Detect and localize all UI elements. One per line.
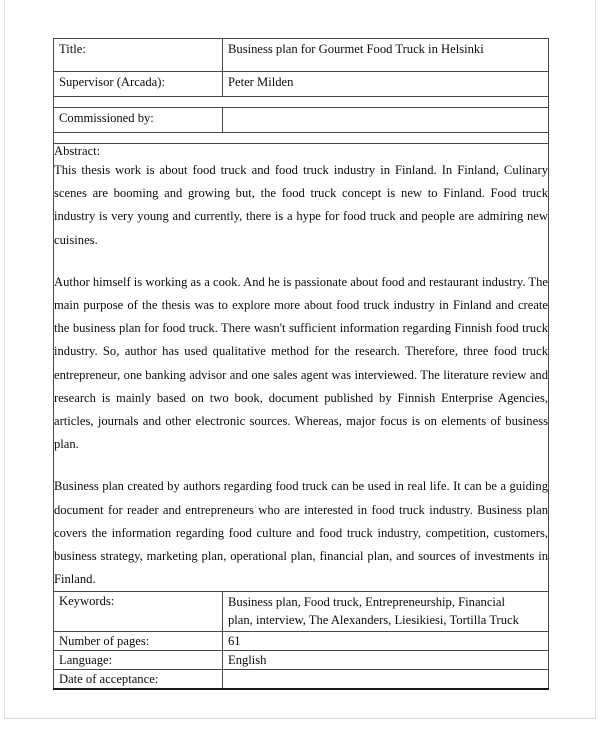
abstract-cell bbox=[54, 144, 549, 592]
number-of-pages-label: Number of pages: bbox=[59, 634, 150, 649]
thesis-abstract-table bbox=[53, 38, 549, 690]
commissioned-by-value bbox=[223, 108, 548, 114]
supervisor-value-cell bbox=[223, 72, 549, 97]
supervisor-value: Peter Milden bbox=[228, 75, 294, 89]
table-row-abstract bbox=[54, 144, 549, 592]
table-row-spacer-1 bbox=[54, 97, 549, 108]
table-row-language bbox=[54, 651, 549, 670]
table-row-spacer-2 bbox=[54, 133, 549, 144]
number-of-pages-value: 61 bbox=[228, 634, 241, 649]
keywords-label-cell bbox=[54, 592, 223, 632]
commissioned-by-value-cell bbox=[223, 108, 549, 133]
title-value: Business plan for Gourmet Food Truck in Helsinki bbox=[228, 42, 484, 56]
date-of-acceptance-label: Date of acceptance: bbox=[59, 672, 159, 687]
spacer-cell bbox=[54, 97, 549, 108]
number-of-pages-value-cell bbox=[223, 632, 549, 651]
abstract-paragraph: This thesis work is about food truck and food truck industry in Finland. In Finland, Culinary scenes are booming and growing but, the food truck concept is new to Finland. Food truck industry is very young and currently, there is a hype for food truck and people are admiring new cuisines. bbox=[54, 163, 548, 247]
date-of-acceptance-value-cell bbox=[223, 670, 549, 690]
keywords-value bbox=[223, 592, 548, 631]
abstract-paragraph: Business plan created by authors regarding food truck can be used in real life. It can be a guiding document for reader and entrepreneurs who are interested in food truck industry. Business plan covers the information regarding food culture and food truck industry, competition, customers, business strategy, marketing plan, operational plan, financial plan, and sources of investments in Finland. bbox=[54, 479, 548, 587]
abstract-form bbox=[53, 38, 548, 690]
number-of-pages-label-cell bbox=[54, 632, 223, 651]
language-value: English bbox=[228, 653, 267, 668]
table-row-supervisor bbox=[54, 72, 549, 97]
abstract-label: Abstract: bbox=[54, 144, 101, 158]
date-of-acceptance-value bbox=[223, 670, 548, 672]
keywords-line-1: Business plan, Food truck, Entrepreneurship, Financial bbox=[228, 595, 506, 610]
title-value-cell bbox=[223, 39, 549, 72]
abstract-paragraph: Author himself is working as a cook. And he is passionate about food and restaurant industry. The main purpose of the thesis was to explore more about food truck industry in Finland and create the business plan for food truck. There wasn't sufficient information regarding Finnish food truck industry. So, author has used qualitative method for the research. Therefore, three food truck entrepreneur, one banking advisor and one sales agent was interviewed. The literature review and research is mainly based on two book, document published by Finnish Enterprise Agencies, articles, journals and other electronic sources. Whereas, major focus is on elements of business plan. bbox=[54, 274, 548, 452]
title-label: Title: bbox=[59, 42, 86, 56]
table-row-number-of-pages bbox=[54, 632, 549, 651]
table-row-title bbox=[54, 39, 549, 72]
commissioned-by-label: Commissioned by: bbox=[59, 111, 154, 125]
commissioned-by-label-cell bbox=[54, 108, 223, 133]
language-label: Language: bbox=[59, 653, 113, 668]
date-of-acceptance-label-cell bbox=[54, 670, 223, 690]
title-label-cell bbox=[54, 39, 223, 72]
spacer-cell bbox=[54, 133, 549, 144]
supervisor-label-cell bbox=[54, 72, 223, 97]
table-row-keywords bbox=[54, 592, 549, 632]
page-sheet bbox=[4, 0, 596, 719]
table-row-commissioned-by bbox=[54, 108, 549, 133]
keywords-line-2: plan, interview, The Alexanders, Liesikiesi, Tortilla Truck bbox=[228, 612, 519, 627]
language-label-cell bbox=[54, 651, 223, 670]
supervisor-label: Supervisor (Arcada): bbox=[59, 75, 165, 89]
table-row-date-of-acceptance bbox=[54, 670, 549, 690]
keywords-value-cell bbox=[223, 592, 549, 632]
language-value-cell bbox=[223, 651, 549, 670]
keywords-label: Keywords: bbox=[59, 594, 115, 609]
